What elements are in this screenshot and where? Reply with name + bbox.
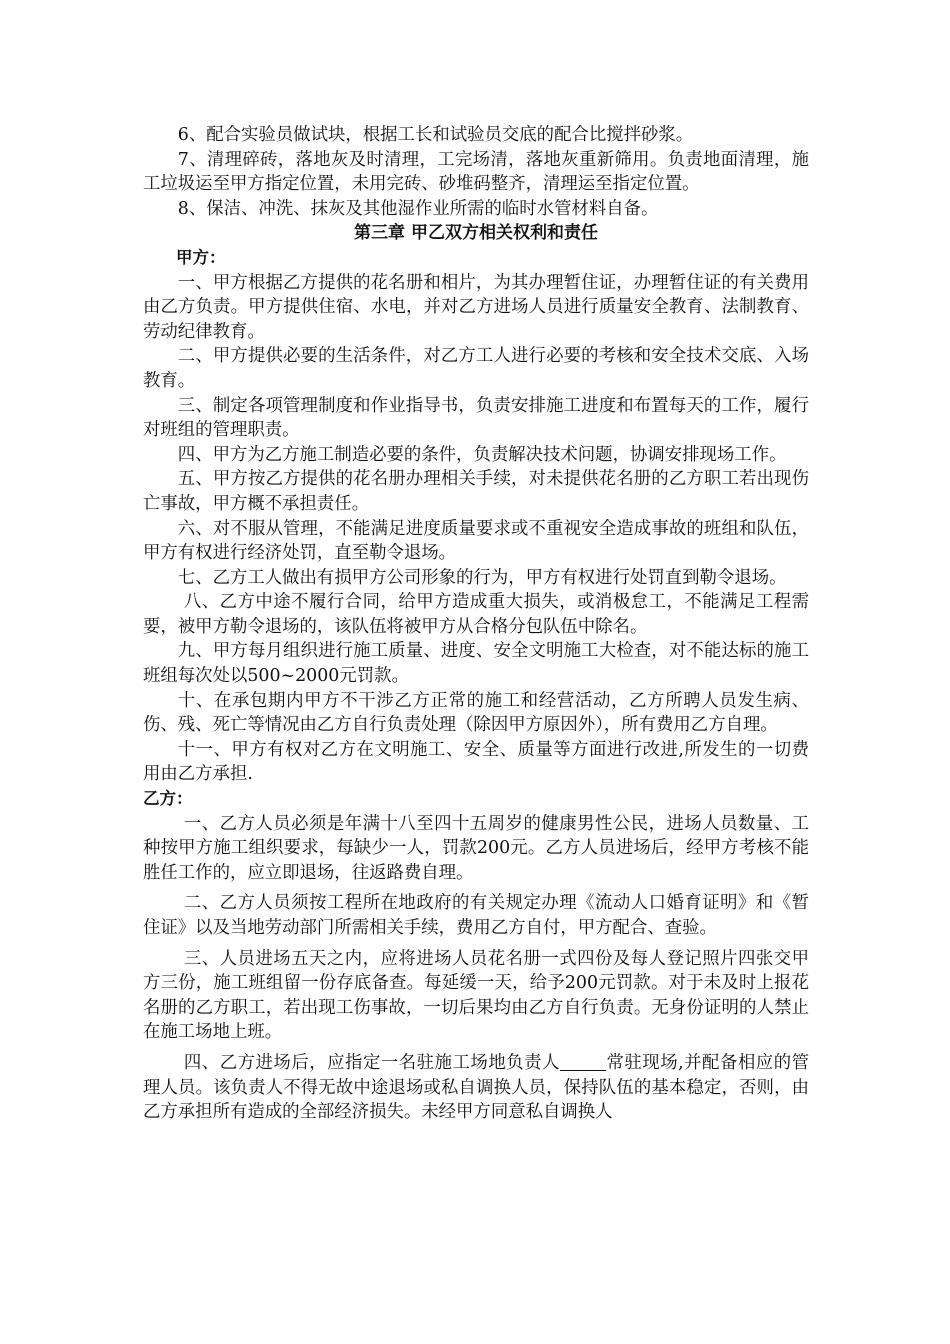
party-a-item-6: 六、对不服从管理，不能满足进度质量要求或不重视安全造成事故的班组和队伍，甲方有权进行经济处罚，直至勒令退场。 <box>143 518 809 564</box>
fill-in-blank <box>560 1053 606 1071</box>
party-a-item-8: 八、乙方中途不履行合同，给甲方造成重大损失，或消极怠工，不能满足工程需要，被甲方勒令退场的，该队伍将被甲方从合格分包队伍中除名。 <box>143 592 809 637</box>
party-a-item-3: 三、制定各项管理制度和作业指导书，负责安排施工进度和布置每天的工作，履行对班组的管理职责。 <box>143 395 809 441</box>
party-a-item-11: 十一、甲方有权对乙方在文明施工、安全、质量等方面进行改进,所发生的一切费用由乙方承担. <box>143 739 809 785</box>
party-a-item-2: 二、甲方提供必要的生活条件，对乙方工人进行必要的考核和安全技术交底、入场教育。 <box>143 346 809 391</box>
party-b-item-4-after-blank: 常驻现场,并配备相应的管理人员。该负责人不得无故中途退场或私自调换人员，保持队伍的基本稳定，否则，由乙方承担所有造成的全部经济损失。未经甲方同意私自调换人 <box>143 1052 809 1123</box>
party-a-item-5: 五、甲方按乙方提供的花名册办理相关手续，对未提供花名册的乙方职工若出现伤亡事故，甲方概不承担责任。 <box>143 469 809 514</box>
party-a-item-10: 十、在承包期内甲方不干涉乙方正常的施工和经营活动，乙方所聘人员发生病、伤、残、死亡等情况由乙方自行负责处理（除因甲方原因外），所有费用乙方自理。 <box>143 690 809 736</box>
intro-item-7: 7、清理碎砖，落地灰及时清理，工完场清，落地灰重新筛用。负责地面清理，施工垃圾运至甲方指定位置，未用完砖、砂堆码整齐，清理运至指定位置。 <box>143 149 809 195</box>
party-a-item-1: 一、甲方根据乙方提供的花名册和相片，为其办理暂住证，办理暂住证的有关费用由乙方负责。甲方提供住宿、水电，并对乙方进场人员进行质量安全教育、法制教育、劳动纪律教育。 <box>143 272 809 342</box>
intro-item-6: 6、配合实验员做试块，根据工长和试验员交底的配合比搅拌砂浆。 <box>177 125 694 145</box>
document-page <box>143 123 809 1125</box>
party-b-item-1: 一、乙方人员必须是年满十八至四十五周岁的健康男性公民，进场人员数量、工种按甲方施工组织要求，每缺少一人，罚款200元。乙方人员进场后，经甲方考核不能胜任工作的，应立即退场，往返路费自理。 <box>143 813 809 883</box>
party-b-item-4-before-blank: 四、乙方进场后，应指定一名驻施工场地负责人 <box>183 1052 560 1073</box>
party-a-heading: 甲方： <box>176 247 226 267</box>
party-b-item-3: 三、人员进场五天之内，应将进场人员花名册一式四份及每人登记照片四张交甲方三份，施工班组留一份存底备查。每延缓一天，给予200元罚款。对于未及时上报花名册的乙方职工，若出现工伤事故，一切后果均由乙方自行负责。无身份证明的人禁止在施工场地上班。 <box>143 948 809 1043</box>
intro-item-8: 8、保洁、冲洗、抹灰及其他湿作业所需的临时水管材料自备。 <box>177 198 659 219</box>
party-a-item-4: 四、甲方为乙方施工制造必要的条件，负责解决技术问题，协调安排现场工作。 <box>177 444 787 465</box>
party-a-item-7: 七、乙方工人做出有损甲方公司形象的行为，甲方有权进行处罚直到勒令退场。 <box>177 567 787 588</box>
party-a-item-9: 九、甲方每月组织进行施工质量、进度、安全文明施工大检查，对不能达标的施工班组每次处以500~2000元罚款。 <box>143 641 809 687</box>
chapter-title: 第三章 甲乙双方相关权利和责任 <box>354 223 598 244</box>
party-b-heading: 乙方： <box>143 789 193 809</box>
party-b-item-4 <box>143 1051 809 1125</box>
party-b-item-2: 二、乙方人员须按工程所在地政府的有关规定办理《流动人口婚育证明》和《暂住证》以及当地劳动部门所需相关手续，费用乙方自付，甲方配合、查验。 <box>143 893 809 938</box>
